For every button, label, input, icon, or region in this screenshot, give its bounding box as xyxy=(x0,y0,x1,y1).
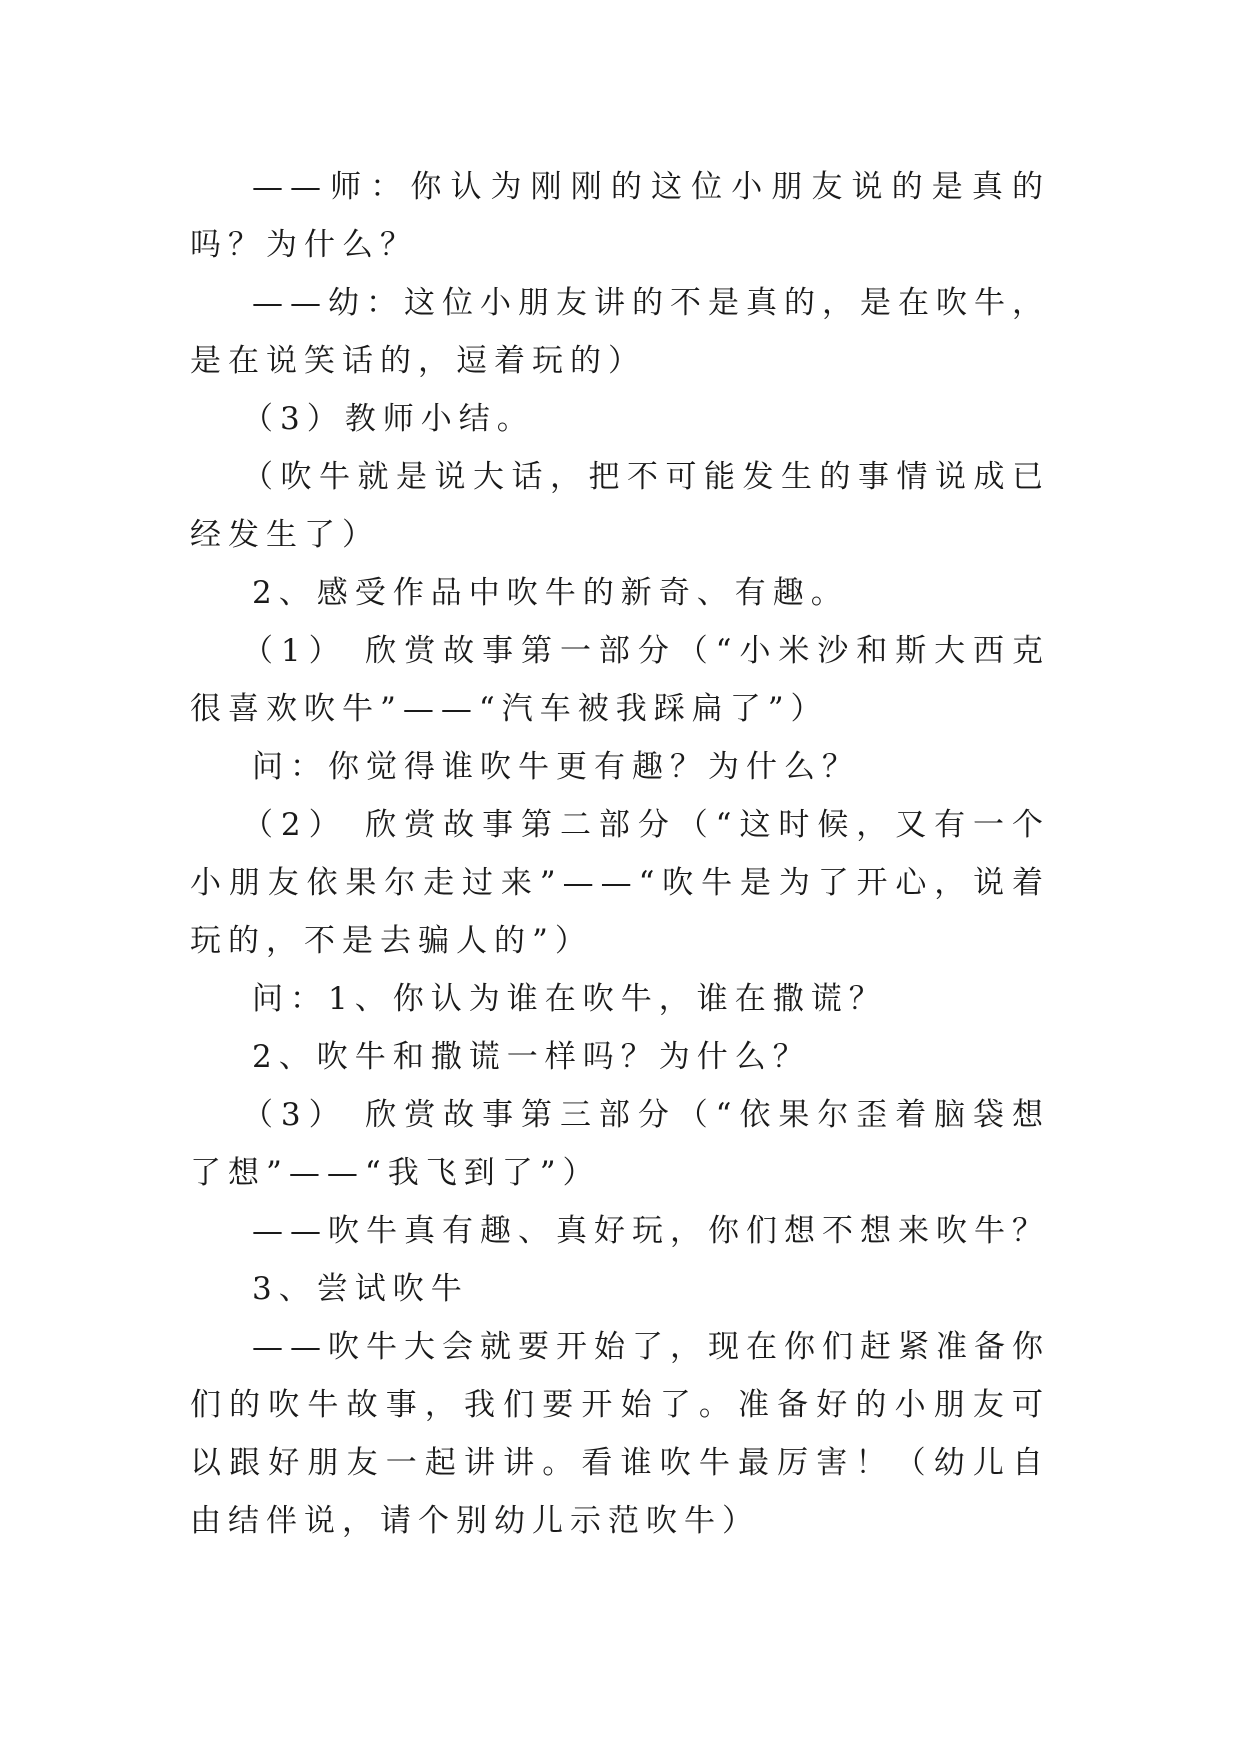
paragraph-8: （2） 欣赏故事第二部分（“这时候，又有一个小朋友依果尔走过来”——“吹牛是为了开心，说着玩的，不是去骗人的”） xyxy=(190,807,1050,959)
paragraph-1: ——师：你认为刚刚的这位小朋友说的是真的吗？为什么？ xyxy=(190,169,1050,263)
paragraph-3: （3）教师小结。 xyxy=(242,401,535,437)
paragraph-5: 2、感受作品中吹牛的新奇、有趣。 xyxy=(252,575,849,611)
paragraph-4: （吹牛就是说大话，把不可能发生的事情说成已经发生了） xyxy=(190,459,1050,553)
paragraph-10: 2、吹牛和撒谎一样吗？为什么？ xyxy=(252,1039,811,1075)
paragraph-2: ——幼：这位小朋友讲的不是真的，是在吹牛，是在说笑话的，逗着玩的） xyxy=(190,285,1050,379)
paragraph-12: ——吹牛真有趣、真好玩，你们想不想来吹牛？ xyxy=(252,1213,1050,1249)
paragraph-11: （3） 欣赏故事第三部分（“依果尔歪着脑袋想了想”——“我飞到了”） xyxy=(190,1097,1050,1191)
document-body xyxy=(190,158,1050,1550)
paragraph-14: ——吹牛大会就要开始了，现在你们赶紧准备你们的吹牛故事，我们要开始了。准备好的小朋友可以跟好朋友一起讲讲。看谁吹牛最厉害！（幼儿自由结伴说，请个别幼儿示范吹牛） xyxy=(190,1329,1050,1539)
paragraph-7: 问：你觉得谁吹牛更有趣？为什么？ xyxy=(252,749,860,785)
paragraph-9: 问：1、你认为谁在吹牛，谁在撒谎？ xyxy=(252,981,887,1017)
paragraph-6: （1） 欣赏故事第一部分（“小米沙和斯大西克很喜欢吹牛”——“汽车被我踩扁了”） xyxy=(190,633,1050,727)
paragraph-13: 3、尝试吹牛 xyxy=(252,1271,469,1307)
